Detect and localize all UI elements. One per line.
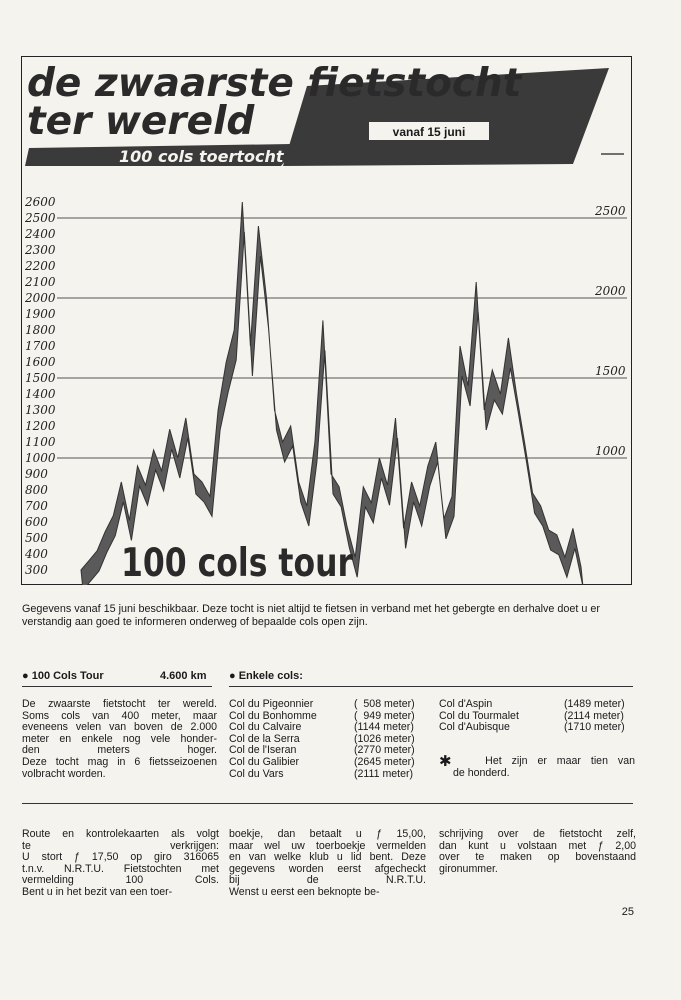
y-tick-label: 2500 — [25, 211, 56, 225]
reference-line-label: 2500 — [595, 204, 626, 218]
tour-line: Deze tocht mag in 6 fietsseizoenen — [22, 755, 217, 768]
col-name: Col du Bonhomme — [229, 709, 317, 722]
footer-line: Wenst u eerst een beknopte be- — [229, 885, 380, 898]
cols-heading: ● Enkele cols: — [229, 670, 303, 682]
cols-note-line1: Het zijn er maar tien van — [485, 755, 635, 767]
elevation-chart — [21, 56, 632, 585]
reference-line-label: 1500 — [595, 364, 626, 378]
footer-line: te verkrijgen: — [22, 839, 219, 852]
y-tick-label: 2400 — [25, 227, 56, 241]
chart-caption: Gegevens vanaf 15 juni beschikbaar. Deze tocht is niet altijd te fietsen in verband met het gebergte en derhalve doet u er verstandig aan goed te informeren onderweg of bepaalde cols open zijn. — [22, 603, 600, 628]
footer-line: Route en kontrolekaarten als volgt — [22, 828, 219, 840]
tour-line: volbracht worden. — [22, 767, 106, 780]
col-height: (1026 meter) — [354, 732, 415, 745]
y-tick-label: 700 — [25, 499, 48, 513]
col-name: Col du Pigeonnier — [229, 698, 314, 710]
col-height: (1144 meter) — [354, 721, 414, 734]
col-height: ( 949 meter) — [354, 709, 415, 722]
footer-line: gironummer. — [439, 862, 498, 875]
footer-column-1 — [22, 829, 219, 899]
tour-heading-text: 100 Cols Tour — [31, 670, 104, 682]
col-name: Col du Vars — [229, 767, 284, 780]
footer-line: en van welke klub u lid bent. Deze — [229, 851, 426, 864]
elevation-profile — [81, 202, 583, 585]
y-tick-label: 2600 — [25, 195, 56, 209]
y-tick-label: 1000 — [25, 451, 56, 465]
y-tick-labels — [24, 195, 56, 577]
col-name: Col du Calvaire — [229, 721, 302, 734]
footer-line: maar wel uw toerboekje vermelden — [229, 839, 426, 852]
col-name: Col d'Aspin — [439, 698, 493, 710]
tour-line: den meters hoger. — [22, 744, 217, 757]
col-row — [229, 699, 424, 711]
col-name: Col d'Aubisque — [439, 721, 510, 734]
footer-column-2 — [229, 829, 426, 899]
tour-distance: 4.600 km — [160, 670, 207, 682]
tour-line: De zwaarste fietstocht ter wereld. — [22, 698, 217, 710]
footer-line: schrijving over de fietstocht zelf, — [439, 828, 636, 840]
y-tick-label: 2300 — [25, 243, 56, 257]
y-tick-label: 2000 — [25, 291, 56, 305]
cols-heading-rule — [229, 686, 633, 687]
cols-list-2 — [439, 699, 634, 734]
col-row — [439, 699, 634, 711]
reference-lines — [57, 204, 627, 458]
tour-line: Soms cols van 400 meter, maar — [22, 709, 217, 722]
col-height: (2114 meter) — [564, 709, 624, 722]
col-height: (2770 meter) — [354, 744, 415, 757]
y-tick-label: 2100 — [25, 275, 56, 289]
cols-note-line2: de honderd. — [453, 767, 510, 779]
footer-line: over te maken op bovenstaand — [439, 851, 636, 864]
banner-subtitle: 100 cols toertocht — [119, 147, 284, 166]
banner-title-line2: ter wereld — [27, 99, 255, 144]
date-badge: vanaf 15 juni — [392, 125, 466, 139]
page-number: 25 — [621, 906, 634, 918]
footer-line: gegevens worden eerst afgecheckt — [229, 862, 426, 875]
col-row — [229, 757, 424, 769]
col-name: Col de la Serra — [229, 732, 300, 745]
cols-heading-text: Enkele cols: — [238, 670, 303, 682]
chart-overlay-label: 100 cols tour — [121, 541, 354, 585]
y-tick-label: 1300 — [25, 403, 56, 417]
footer-line: U stort ƒ 17,50 op giro 316065 — [22, 851, 219, 864]
col-height: (1489 meter) — [564, 698, 625, 710]
tour-heading: ● 100 Cols Tour — [22, 670, 104, 682]
y-tick-label: 2200 — [25, 259, 56, 273]
y-tick-label: 1800 — [25, 323, 56, 337]
cols-list-1 — [229, 699, 424, 780]
reference-line-label: 1000 — [595, 444, 626, 458]
y-tick-label: 1200 — [25, 419, 56, 433]
footer-line: boekje, dan betaalt u ƒ 15,00, — [229, 828, 426, 840]
y-tick-label: 1900 — [25, 307, 56, 321]
banner-title-line1: de zwaarste fietstocht — [27, 61, 522, 106]
cols-note — [439, 753, 635, 780]
y-tick-label: 1400 — [25, 387, 56, 401]
col-height: (2645 meter) — [354, 755, 415, 768]
col-height: (1710 meter) — [564, 721, 625, 734]
footer-column-3 — [439, 829, 636, 875]
footer-line: t.n.v. N.R.T.U. Fietstochten met — [22, 862, 219, 875]
y-tick-label: 500 — [25, 531, 48, 545]
reference-line-label: 2000 — [595, 284, 626, 298]
y-tick-label: 1100 — [25, 435, 56, 449]
col-name: Col du Galibier — [229, 755, 300, 768]
y-tick-label: 1500 — [25, 371, 56, 385]
footer-line: dan kunt u volstaan met ƒ 2,00 — [439, 839, 636, 852]
footer-line: vermelding 100 Cols. — [22, 874, 219, 887]
col-height: (2111 meter) — [354, 767, 414, 780]
y-tick-label: 1700 — [25, 339, 56, 353]
y-tick-label: 1600 — [25, 355, 56, 369]
tour-description — [22, 699, 217, 780]
col-row — [439, 722, 634, 734]
footer-line: bij de N.R.T.U. — [229, 874, 426, 887]
section-divider — [22, 803, 633, 804]
col-name: Col de l'Iseran — [229, 744, 297, 757]
tour-line: eveneens velen van boven de 2.000 — [22, 721, 217, 734]
y-tick-label: 900 — [25, 467, 48, 481]
y-tick-label: 800 — [25, 483, 48, 497]
col-name: Col du Tourmalet — [439, 709, 519, 722]
star-icon: ✱ — [439, 753, 452, 770]
y-tick-label: 300 — [25, 563, 48, 577]
footer-line: Bent u in het bezit van een toer- — [22, 885, 173, 898]
tour-line: meter en enkele nog vele honder- — [22, 732, 217, 745]
col-height: ( 508 meter) — [354, 698, 415, 710]
col-row — [229, 769, 424, 781]
y-tick-label: 600 — [25, 515, 48, 529]
y-tick-label: 400 — [25, 547, 48, 561]
tour-heading-rule — [22, 686, 212, 687]
